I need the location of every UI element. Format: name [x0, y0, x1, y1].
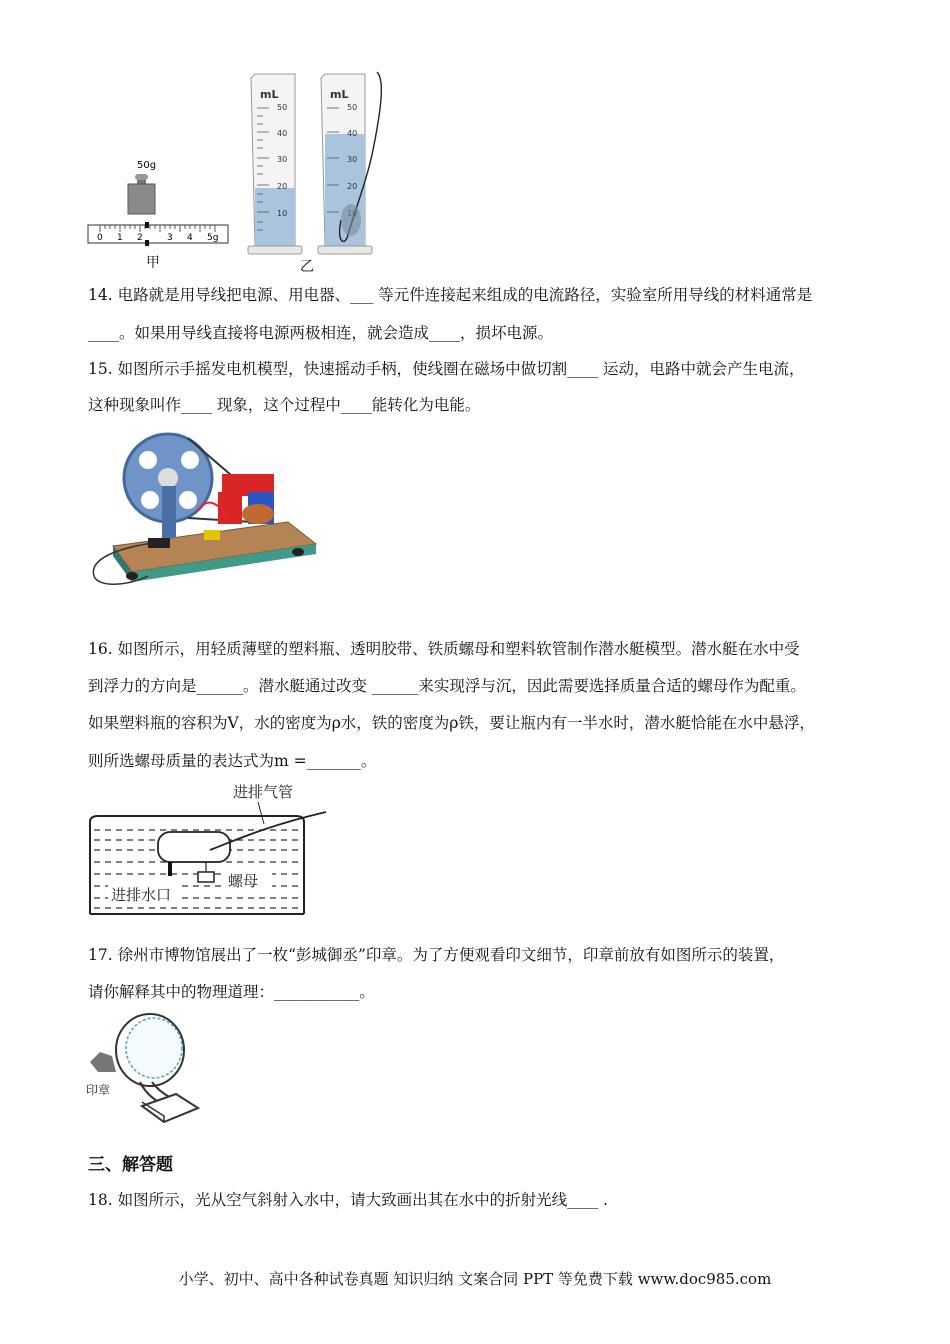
- question-16-line-4: 则所选螺母质量的表达式为m =_______。: [88, 752, 377, 770]
- figure-label-yi: 乙: [300, 259, 314, 275]
- question-18-line-1: 18. 如图所示，光从空气斜射入水中，请大致画出其在水中的折射光线____ .: [88, 1191, 608, 1209]
- cyl-right-mark-20: 20: [347, 182, 358, 191]
- cyl-left-mark-20: 20: [277, 182, 288, 191]
- question-14-line-2: ____。如果用导线直接将电源两极相连，就会造成____，损坏电源。: [88, 324, 554, 342]
- weight-label: 50g: [137, 160, 157, 171]
- cyl-right-mark-40: 40: [347, 129, 358, 138]
- question-15-line-2: 这种现象叫作____ 现象，这个过程中____能转化为电能。: [88, 396, 481, 414]
- submarine-drawing: [86, 780, 336, 920]
- cylinder-left-unit: mL: [260, 88, 279, 101]
- figure-label-jia: 甲: [146, 255, 160, 271]
- generator-drawing: [88, 426, 318, 591]
- label-nut: 螺母: [228, 872, 259, 890]
- balance-cylinder-drawing: [85, 70, 385, 280]
- question-17-line-1: 17. 徐州市博物馆展出了一枚“彭城御丞”印章。为了方便观看印文细节，印章前放有如图所示的装置，: [88, 946, 785, 964]
- scale-tick-5g: 5g: [207, 233, 219, 243]
- question-17-line-2: 请你解释其中的物理道理：___________。: [88, 983, 375, 1001]
- magnifier-drawing: [86, 1010, 216, 1125]
- question-14-line-1: 14. 电路就是用导线把电源、用电器、___ 等元件连接起来组成的电流路径，实验室所用导线的材料通常是: [88, 286, 813, 304]
- cyl-left-mark-50: 50: [277, 103, 288, 112]
- scale-rider: [145, 222, 149, 228]
- label-port: 进排水口: [111, 886, 172, 904]
- label-pipe: 进排气管: [233, 783, 294, 801]
- figure-hand-crank-generator: [88, 426, 318, 591]
- scale-tick-1: 1: [117, 233, 123, 243]
- question-15-line-1: 15. 如图所示手摇发电机模型，快速摇动手柄，使线圈在磁场中做切割____ 运动，电路中就会产生电流，: [88, 360, 805, 378]
- figure-balance-cylinders: [85, 70, 385, 280]
- section-title-answer-questions: 三、解答题: [88, 1155, 173, 1175]
- scale-rider-bottom: [145, 240, 149, 246]
- scale-tick-4: 4: [187, 233, 193, 243]
- weight-block: [128, 184, 155, 214]
- scale-tick-0: 0: [97, 233, 103, 243]
- cylinder-left: [248, 74, 302, 254]
- label-seal: 印章: [86, 1083, 111, 1097]
- question-16-line-3: 如果塑料瓶的容积为V，水的密度为ρ水，铁的密度为ρ铁，要让瓶内有一半水时，潜水艇恰能在水中悬浮，: [88, 714, 815, 732]
- cyl-right-mark-50: 50: [347, 103, 358, 112]
- scale-tick-3: 3: [167, 233, 173, 243]
- question-16-line-2: 到浮力的方向是______。潜水艇通过改变 ______来实现浮与沉，因此需要选择质量合适的螺母作为配重。: [88, 677, 806, 695]
- cylinder-right-unit: mL: [330, 88, 349, 101]
- cyl-left-mark-10: 10: [277, 209, 288, 218]
- weight-top: [135, 174, 148, 180]
- figure-submarine-model: [86, 780, 336, 920]
- cyl-left-mark-30: 30: [277, 155, 288, 164]
- figure-magnifier: [86, 1010, 216, 1125]
- page-footer: 小学、初中、高中各种试卷真题 知识归纳 文案合同 PPT 等免费下载 www.doc985.com: [178, 1270, 772, 1288]
- cyl-right-mark-30: 30: [347, 155, 358, 164]
- seal-icon: [90, 1052, 116, 1072]
- cylinder-right: [318, 72, 381, 254]
- cyl-left-mark-40: 40: [277, 129, 288, 138]
- scale-tick-2: 2: [137, 233, 143, 243]
- question-16-line-1: 16. 如图所示，用轻质薄壁的塑料瓶、透明胶带、铁质螺母和塑料软管制作潜水艇模型。潜水艇在水中受: [88, 640, 800, 658]
